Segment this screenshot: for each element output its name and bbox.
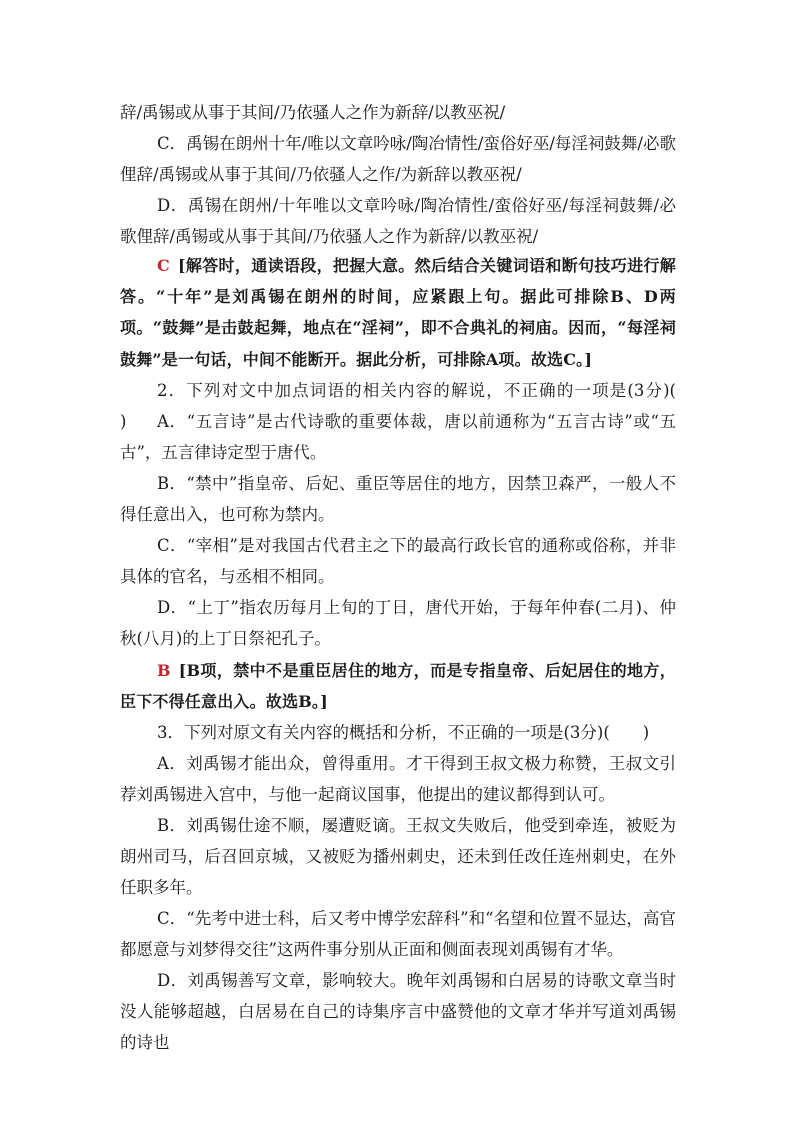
q2-option-c: C．“宰相”是对我国古代君主之下的最高行政长官的通称或俗称，并非具体的官名，与丞相不相同。 [120, 536, 676, 587]
q3-option-c: C．“先考中进士科，后又考中博学宏辞科”和“名望和位置不显达，高官都愿意与刘梦得交往”这两件事分别从正面和侧面表现刘禹锡有才华。 [120, 909, 676, 960]
q3-stem: 3．下列对原文有关内容的概括和分析，不正确的一项是(3分)( ) [157, 723, 650, 742]
q1-option-d: D．禹锡在朗州/十年唯以文章吟咏/陶冶情性/蛮俗好巫/每淫祠鼓舞/必歌俚辞/禹锡或从事于其间/乃依骚人之作为新辞/以教巫祝/ [120, 196, 676, 247]
q2-option-a: A．“五言诗”是古代诗歌的重要体裁，唐以前通称为“五言古诗”或“五古”，五言律诗定型于唐代。 [120, 412, 676, 463]
q2-option-d: D．“上丁”指农历每月上旬的丁日，唐代开始，于每年仲春(二月)、仲秋(八月)的上丁日祭祀孔子。 [120, 598, 676, 649]
q1-answer-explanation: [解答时，通读语段，把握大意。然后结合关键词语和断句技巧进行解答。“十年”是刘禹锡在朗州的时间，应紧跟上句。据此可排除B、D两项。“鼓舞”是击鼓起舞，地点在“淫祠”，即不合典礼的祠庙。因而，“每淫祠鼓舞”是一句话，中间不能断开。据此分析，可排除A项。故选C。] [120, 256, 676, 369]
q1-option-c: C．禹锡在朗州十年/唯以文章吟咏/陶冶情性/蛮俗好巫/每淫祠鼓舞/必歌俚辞/禹锡或从事于其间/乃依骚人之作/为新辞以教巫祝/ [120, 134, 676, 185]
q3-option-d: D．刘禹锡善写文章，影响较大。晚年刘禹锡和白居易的诗歌文章当时没人能够超越，白居易在自己的诗集序言中盛赞他的文章才华并写道刘禹锡的诗也 [120, 971, 676, 1053]
q3-option-a: A．刘禹锡才能出众，曾得重用。才干得到王叔文极力称赞，王叔文引荐刘禹锡进入宫中，与他一起商议国事，他提出的建议都得到认可。 [120, 754, 676, 805]
q1-option-b-continuation: 辞/禹锡或从事于其间/乃依骚人之作为新辞/以教巫祝/ [120, 103, 506, 122]
q2-answer [120, 655, 676, 717]
q2-answer-letter: B [157, 661, 171, 680]
q2-answer-explanation: [B项，禁中不是重臣居住的地方，而是专指皇帝、后妃居住的地方，臣下不得任意出入。故选B。] [120, 661, 676, 712]
q2-option-b: B．“禁中”指皇帝、后妃、重臣等居住的地方，因禁卫森严，一般人不得任意出入，也可称为禁内。 [120, 474, 676, 525]
q1-answer [120, 250, 676, 375]
q2-stem: 2．下列对文中加点词语的相关内容的解说，不正确的一项是(3分)( ) [120, 381, 709, 432]
q3-option-b: B．刘禹锡仕途不顺，屡遭贬谪。王叔文失败后，他受到牵连，被贬为朗州司马，后召回京城，又被贬为播州刺史，还未到任改任连州刺史，在外任职多年。 [120, 816, 676, 898]
q1-answer-letter: C [157, 256, 170, 275]
